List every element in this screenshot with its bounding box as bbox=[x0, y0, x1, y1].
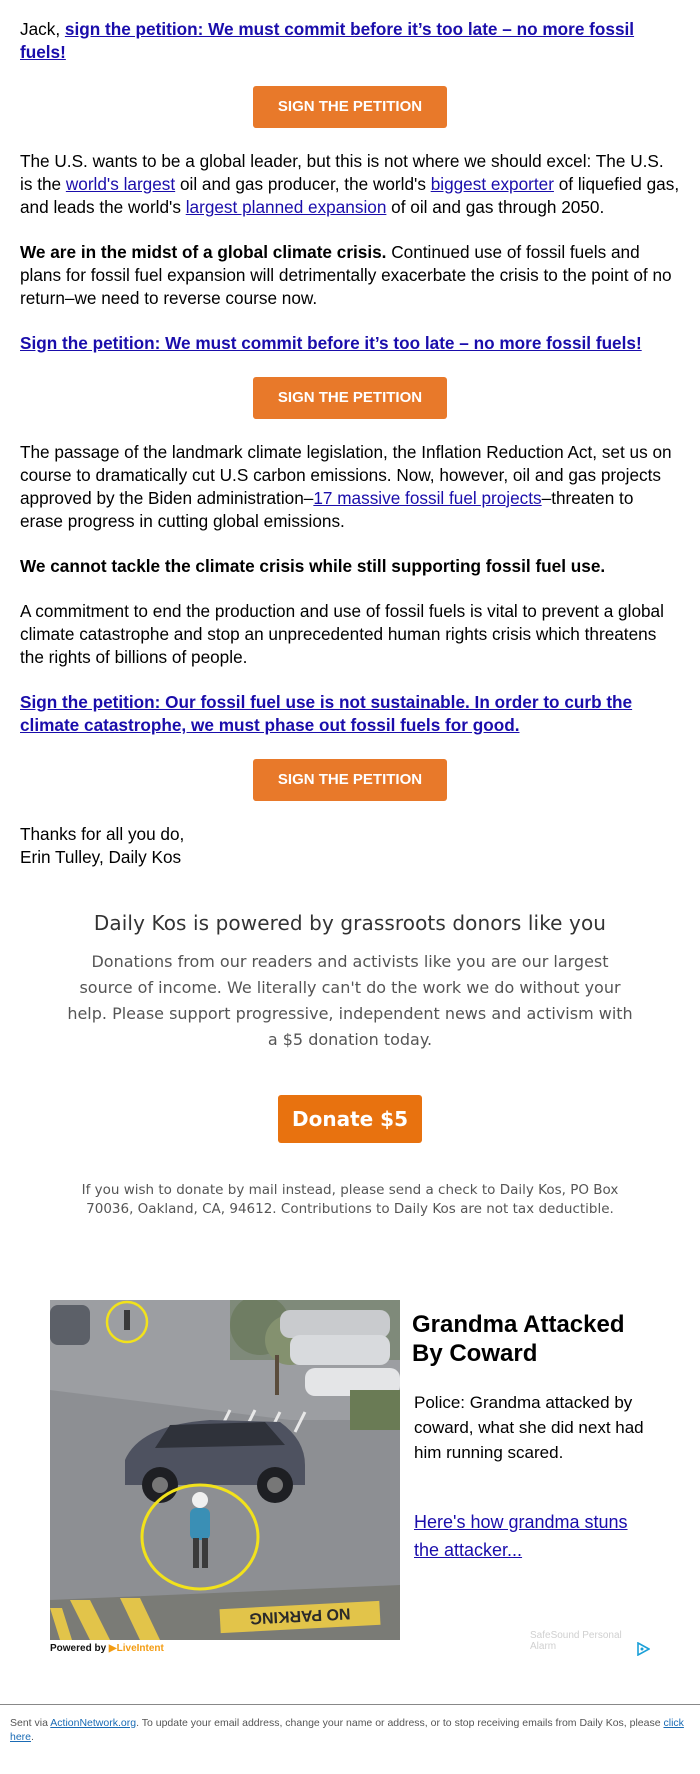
worlds-largest-link[interactable]: world's largest bbox=[65, 174, 176, 194]
cta-petition-link-3[interactable]: Sign the petition: Our fossil fuel use is not sustainable. In order to curb the climate catastrophe, we must phase out fossil fuels for good. bbox=[20, 692, 633, 735]
ad-body: Police: Grandma attacked by coward, what she did next had him running scared. bbox=[414, 1393, 644, 1462]
biggest-exporter-link[interactable]: biggest exporter bbox=[430, 174, 554, 194]
ad-link[interactable]: Here's how grandma stuns the attacker... bbox=[414, 1512, 628, 1560]
donate-section bbox=[0, 911, 700, 1219]
paragraph-climate-crisis: We are in the midst of a global climate crisis. Continued use of fossil fuels and plans for fossil fuel expansion will detrimentally exacerbate the crisis to the point of no return–we need to reverse course now. bbox=[20, 242, 672, 308]
donate-button[interactable]: Donate $5 bbox=[278, 1095, 422, 1143]
intro-petition-link[interactable]: sign the petition: We must commit before it’s too late – no more fossil fuels! bbox=[20, 19, 635, 62]
powered-by[interactable]: Powered by ▶LiveIntent bbox=[50, 1643, 164, 1654]
ad-image[interactable] bbox=[50, 1300, 400, 1640]
liveintent-logo-icon: ▶ bbox=[108, 1643, 117, 1654]
cta-paragraph-2 bbox=[20, 332, 680, 355]
click-here-link[interactable]: click here bbox=[10, 1717, 684, 1743]
email-body bbox=[0, 0, 700, 869]
sign-petition-button-3[interactable]: SIGN THE PETITION bbox=[253, 759, 447, 801]
footer: Sent via ActionNetwork.org. To update your email address, change your name or address, or to stop receiving emails from Daily Kos, please click here. bbox=[0, 1704, 700, 1744]
sign-petition-button-1[interactable]: SIGN THE PETITION bbox=[253, 86, 447, 128]
fossil-fuel-projects-link[interactable]: 17 massive fossil fuel projects bbox=[313, 488, 542, 508]
paragraph-ira: The passage of the landmark climate legislation, the Inflation Reduction Act, set us on course to dramatically cut U.S carbon emissions. Now, however, oil and gas projects approved by the Biden administration–17 massive fossil fuel projects–threaten to erase progress in cutting global emissions. bbox=[20, 442, 672, 531]
paragraph-cannot-tackle: We cannot tackle the climate crisis while still supporting fossil fuel use. bbox=[20, 556, 606, 576]
ad-title[interactable]: Grandma Attacked By Coward bbox=[412, 1311, 625, 1367]
intro-paragraph bbox=[20, 18, 680, 64]
donate-heading: Daily Kos is powered by grassroots donors like you bbox=[93, 911, 607, 935]
paragraph-us-leader: The U.S. wants to be a global leader, but this is not where we should excel: The U.S. is the world's largest oil and gas producer, the world's biggest exporter of liquefied gas, and leads the world's largest planned expansion of oil and gas through 2050. bbox=[20, 151, 680, 217]
greeting: Jack, bbox=[20, 19, 65, 39]
signoff: Thanks for all you do, Erin Tulley, Daily Kos bbox=[20, 824, 185, 867]
actionnetwork-link[interactable]: ActionNetwork.org bbox=[50, 1717, 137, 1729]
liveintent-brand: LiveIntent bbox=[116, 1643, 164, 1654]
largest-planned-expansion-link[interactable]: largest planned expansion bbox=[185, 197, 387, 217]
donate-body: Donations from our readers and activists like you are our largest source of income. We literally can't do the work we do without your help. Please support progressive, independent news and activism with a $5 donation today. bbox=[67, 952, 633, 1049]
adchoices-icon[interactable] bbox=[636, 1642, 650, 1656]
sponsored-ad bbox=[50, 1300, 650, 1660]
sign-petition-button-2[interactable]: SIGN THE PETITION bbox=[253, 377, 447, 419]
cta-paragraph-3 bbox=[20, 691, 680, 737]
cta-petition-link-2[interactable]: Sign the petition: We must commit before it’s too late – no more fossil fuels! bbox=[20, 333, 642, 353]
mail-donation-note: If you wish to donate by mail instead, please send a check to Daily Kos, PO Box 70036, Oakland, CA, 94612. Contributions to Daily Kos are not tax deductible. bbox=[81, 1182, 619, 1217]
ad-sponsor-label: SafeSound Personal Alarm bbox=[530, 1630, 622, 1652]
paragraph-commitment: A commitment to end the production and use of fossil fuels is vital to prevent a global climate catastrophe and stop an unprecedented human rights crisis which threatens the rights of billions of people. bbox=[20, 601, 664, 667]
ad-image-no-parking-text: NO PARKING bbox=[249, 1604, 351, 1627]
